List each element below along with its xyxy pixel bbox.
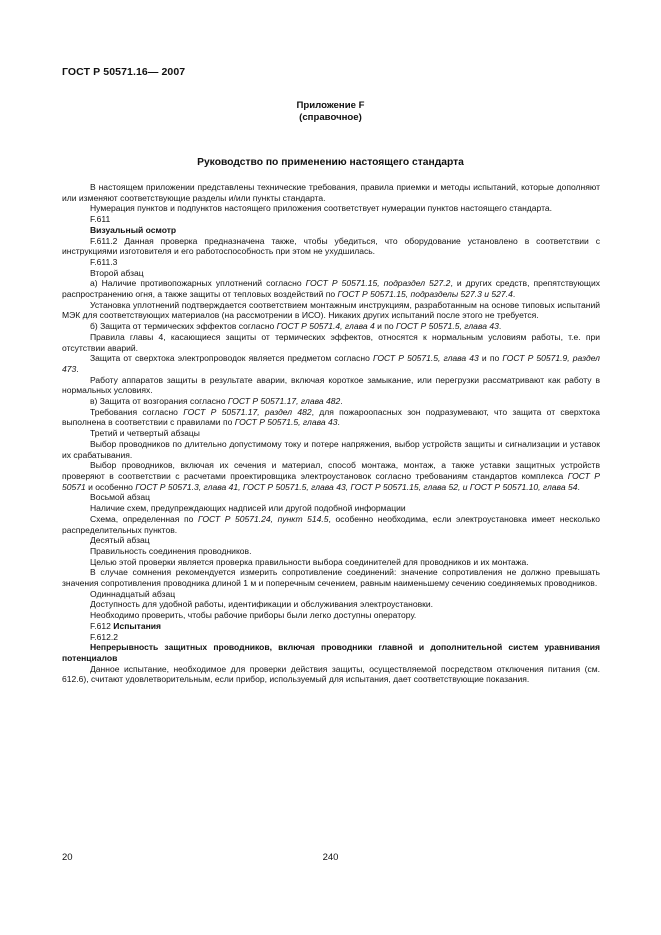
text-run: б) Защита от термических эффектов согласно [90, 321, 277, 332]
standard-reference: ГОСТ Р 50571.17, раздел 482 [183, 406, 312, 417]
standard-reference: ГОСТ Р 50571.17, глава 482 [227, 396, 341, 407]
standard-reference: ГОСТ Р 50571.5, глава 43 [396, 321, 499, 332]
paragraph: Правила главы 4, касающиеся защиты от термических эффектов, относятся к нормальным условиям работы, т.е. при отсутствии аварий. [62, 331, 600, 353]
text-run: . [577, 481, 580, 492]
text-run: . [498, 321, 502, 332]
standard-reference: ГОСТ Р 50571.5, глава 43 [373, 353, 479, 364]
annex-title: Приложение F [296, 100, 365, 111]
document-title: Руководство по применению настоящего стандарта [197, 157, 464, 168]
paragraph: Целью этой проверки является проверка правильности выбора соединителей для проводников и их монтажа. [90, 556, 529, 567]
paragraph: Правильность соединения проводников. [90, 545, 252, 556]
paragraph: Работу аппаратов защиты в результате аварии, включая короткое замыкание, или перегрузки рассматривают как работу в нормальных условиях. [62, 374, 600, 396]
text-run: , и других средств, препятствующих распространению огня, а также защиты от тепловых воздействий по [62, 278, 600, 300]
clause-number: F.612.2 [90, 631, 119, 642]
subheading: Второй абзац [90, 267, 144, 278]
standard-reference: ГОСТ Р 50571.15, подраздел 527.2 [305, 278, 451, 289]
paragraph: Данное испытание, необходимое для проверки действия защиты, осуществляемой посредством отключения питания (см. 612.6), считают удовлетворительным, если прибор, используемый для испытания, дает соответствующие показания. [62, 663, 600, 685]
text-run: Схема, определенная по [90, 513, 198, 524]
text-run: . [76, 363, 79, 374]
text-run: Выбор проводников, включая их сечения и материал, способ монтажа, монтаж, а также уставки защитных устройств проверяют в соответствии с расчетами проектировщика электроустановок согласно требованиям стандартов комплекса [62, 460, 600, 481]
text-run: , для пожароопасных зон подразумевают, что защита от сверхтока выполнена в соответствии с правилами по [62, 406, 600, 428]
paragraph: Необходимо проверить, чтобы рабочие приборы были легко доступны оператору. [90, 610, 417, 621]
paragraph [62, 278, 600, 299]
standard-reference: ГОСТ Р 50571.15, подразделы 527.3 и 527.4 [337, 289, 513, 300]
paragraph [62, 407, 600, 428]
paragraph [62, 321, 600, 332]
standard-reference: ГОСТ Р 50571.4, глава 4 [276, 321, 375, 332]
paragraph [62, 460, 600, 492]
document-body [62, 182, 600, 685]
standard-reference: ГОСТ Р 50571.24, пункт 514.5 [198, 513, 329, 524]
text-run: и по [374, 321, 397, 332]
paragraph: Установка уплотнений подтверждается соответствием монтажным инструкциям, разработанным на основе типовых испытаний МЭК для соответствующих материалов (на рассмотрении в ИСО). Никаких других испытаний после этого не требуется. [62, 299, 600, 321]
subheading: Восьмой абзац [90, 492, 150, 503]
paragraph: В настоящем приложении представлены технические требования, правила приемки и методы испытаний, которые дополняют или изменяют соответствующие разделы и/или пункты стандарта. [62, 182, 600, 203]
text-run: . [512, 289, 516, 300]
subheading: Третий и четвертый абзацы [90, 428, 200, 439]
standard-reference: ГОСТ Р 50571 [62, 470, 600, 492]
section-heading: Испытания [113, 620, 161, 631]
standard-reference: ГОСТ Р 50571.9, раздел 473 [62, 353, 600, 374]
text-run: Защита от сверхтока электропроводок является предметом согласно [90, 353, 374, 364]
subheading: Одиннадцатый абзац [90, 588, 176, 599]
clause-number: F.612 [90, 620, 114, 631]
paragraph: Нумерация пунктов и подпунктов настоящего приложения соответствует нумерации пунктов настоящего стандарта. [90, 203, 553, 214]
clause-heading [62, 621, 600, 632]
paragraph: В случае сомнения рекомендуется измерить сопротивление соединений: значение сопротивления не должно превышать значения сопротивления проводника длиной 1 м и поперечным сечением, равным наименьшему сечению соединяемых проводников. [62, 567, 600, 589]
page-number-left: 20 [62, 852, 73, 863]
page-number-center: 240 [322, 852, 339, 863]
paragraph [62, 353, 600, 374]
paragraph [62, 514, 600, 535]
clause-number: F.611.3 [90, 256, 118, 267]
standard-reference: ГОСТ Р 50571.3, глава 41, ГОСТ Р 50571.5, глава 43, ГОСТ Р 50571.15, глава 52, и ГОСТ Р 50571.10, глава 54 [135, 481, 578, 492]
paragraph [62, 396, 600, 407]
text-run: , особенно необходима, если электроустановка имеет несколько распределительных пунктов. [62, 513, 600, 535]
annex-subtitle: (справочное) [299, 112, 362, 123]
paragraph: Доступность для удобной работы, идентификации и обслуживания электроустановки. [90, 599, 434, 610]
paragraph: F.611.2 Данная проверка предназначена также, чтобы убедиться, что оборудование установлено в соответствии с инструкциями изготовителя и его работоспособность при этом не ухудшилась. [62, 235, 600, 257]
text-run: и по [478, 353, 503, 364]
clause-number: F.611 [90, 214, 111, 225]
text-run: . [337, 417, 340, 428]
text-run: Требования согласно [90, 406, 184, 417]
text-run: а) Наличие противопожарных уплотнений согласно [90, 278, 306, 289]
standard-header: ГОСТ Р 50571.16— 2007 [62, 66, 186, 78]
text-run: . [340, 396, 343, 407]
standard-reference: ГОСТ Р 50571.5, глава 43 [234, 417, 338, 428]
section-heading: Непрерывность защитных проводников, включая проводники главной и дополнительной систем уравнивания потенциалов [62, 642, 600, 663]
section-heading: Визуальный осмотр [90, 224, 177, 235]
paragraph: Выбор проводников по длительно допустимому току и потере напряжения, выбор устройств защиты и сигнализации и уставок их срабатывания. [62, 438, 600, 460]
text-run: в) Защита от возгорания согласно [90, 396, 228, 407]
text-run: и особенно [85, 481, 136, 492]
paragraph: Наличие схем, предупреждающих надписей или другой подобной информации [90, 503, 406, 514]
subheading: Десятый абзац [90, 535, 150, 546]
